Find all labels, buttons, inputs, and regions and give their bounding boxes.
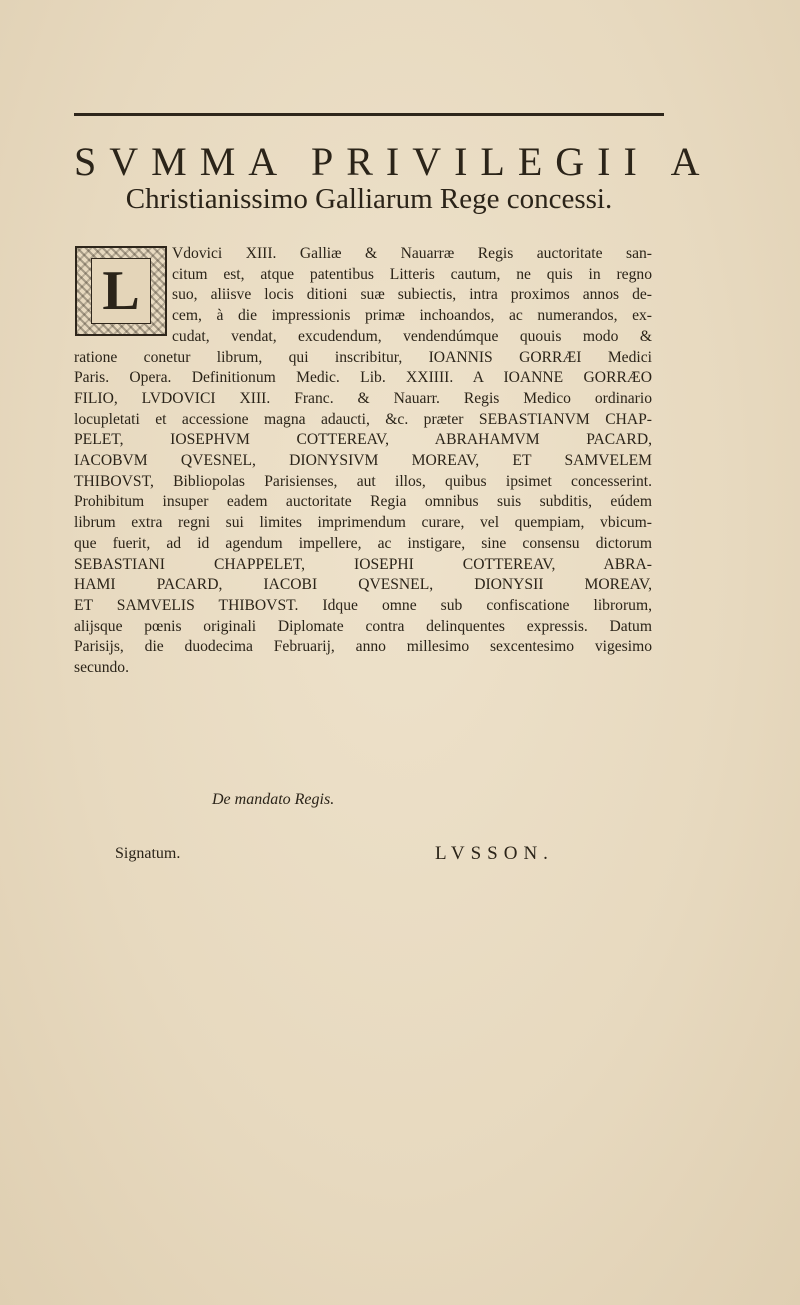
- body-line: Prohibitum insuper eadem auctoritate Regia omnibus suis subditis, eúdem: [74, 493, 652, 511]
- body-line: PELET, IOSEPHVM COTTEREAV, ABRAHAMVM PACARD,: [74, 431, 652, 449]
- body-line: citum est, atque patentibus Litteris cautum, ne quis in regno: [172, 265, 652, 283]
- initial-letter: L: [91, 258, 151, 324]
- body-line: THIBOVST, Bibliopolas Parisienses, aut illos, quibus ipsimet concesserint.: [74, 472, 652, 490]
- signatum-label: Signatum.: [115, 845, 181, 862]
- body-line: cem, à die impressionis primæ inchoandos, ac numerandos, ex-: [172, 307, 652, 325]
- body-line: cudat, vendat, excudendum, vendendúmque quouis modo &: [172, 327, 652, 345]
- title-subtitle: Christianissimo Galliarum Rege concessi.: [125, 183, 613, 215]
- mandate-line: De mandato Regis.: [212, 791, 335, 808]
- body-line: locupletati et accessione magna adaucti, &c. præter SEBASTIANVM CHAP-: [74, 410, 652, 428]
- body-line: librum extra regni sui limites imprimendum curare, vel quempiam, vbicum-: [74, 514, 652, 532]
- body-line: ratione conetur librum, qui inscribitur, IOANNIS GORRÆI Medici: [74, 348, 652, 366]
- body-line: IACOBVM QVESNEL, DIONYSIVM MOREAV, ET SAMVELEM: [74, 452, 652, 470]
- title-main: SVMMA PRIVILEGII A: [74, 139, 713, 184]
- body-line: Parisijs, die duodecima Februarij, anno millesimo sexcentesimo vigesimo: [74, 638, 652, 656]
- body-line: alijsque pœnis originali Diplomate contra delinquentes expressis. Datum: [74, 617, 652, 635]
- body-line: HAMI PACARD, IACOBI QVESNEL, DIONYSII MOREAV,: [74, 576, 652, 594]
- privilege-body: [74, 244, 652, 679]
- body-line: que fuerit, ad id agendum impellere, ac instigare, sine consensu dictorum: [74, 534, 652, 552]
- body-line: FILIO, LVDOVICI XIII. Franc. & Nauarr. Regis Medico ordinario: [74, 389, 652, 407]
- body-line: suo, aliisve locis ditioni suæ subiectis, intra proximos annos de-: [172, 286, 652, 304]
- body-line: Paris. Opera. Definitionum Medic. Lib. XXIIII. A IOANNE GORRÆO: [74, 369, 652, 387]
- body-line: ET SAMVELIS THIBOVST. Idque omne sub confiscatione librorum,: [74, 596, 652, 614]
- body-line: Vdovici XIII. Galliæ & Nauarræ Regis auctoritate san-: [172, 245, 652, 262]
- top-rule: [74, 113, 664, 116]
- body-line: SEBASTIANI CHAPPELET, IOSEPHI COTTEREAV, ABRA-: [74, 555, 652, 573]
- signature-name: LVSSON.: [435, 843, 554, 864]
- body-line: secundo.: [74, 659, 129, 677]
